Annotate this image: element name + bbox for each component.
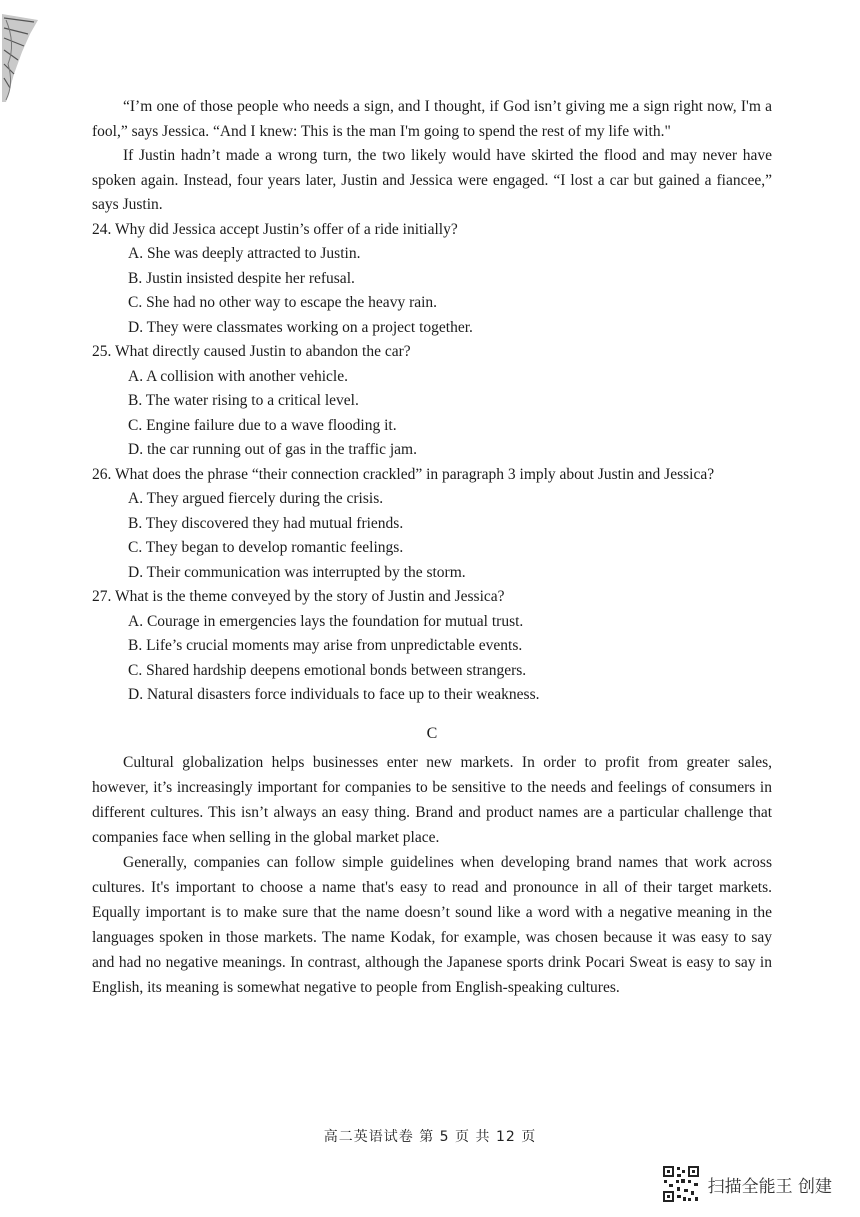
- page-content: [92, 95, 772, 1000]
- answer-option: C. Shared hardship deepens emotional bonds between strangers.: [128, 661, 527, 679]
- answer-option: D. Natural disasters force individuals to face up to their weakness.: [128, 686, 540, 703]
- page-footer: 高二英语试卷 第 5 页 共 12 页: [323, 1129, 537, 1145]
- scanner-watermark: [662, 1165, 832, 1203]
- answer-option: D. They were classmates working on a project together.: [128, 318, 473, 336]
- binding-edge-mark: [0, 14, 40, 104]
- passage-paragraph: If Justin hadn’t made a wrong turn, the two likely would have skirted the flood and may never have spoken again. Instead, four years later, Justin and Jessica were engaged. “I lost a car but gained a fiancee,” says Justin.: [92, 147, 772, 213]
- answer-option: A. They argued fiercely during the crisis.: [128, 490, 384, 507]
- answer-option: A. Courage in emergencies lays the foundation for mutual trust.: [128, 612, 524, 630]
- answer-option: B. They discovered they had mutual friends.: [128, 514, 404, 532]
- question-26: [92, 463, 772, 586]
- answer-option: C. Engine failure due to a wave flooding it.: [128, 416, 397, 434]
- answer-option: C. They began to develop romantic feelings.: [128, 539, 404, 556]
- question-stem: 24. Why did Jessica accept Justin’s offer of a ride initially?: [92, 220, 458, 238]
- section-heading: C: [426, 724, 438, 742]
- answer-option: B. The water rising to a critical level.: [128, 392, 359, 409]
- answer-option: B. Justin insisted despite her refusal.: [128, 269, 355, 287]
- answer-option: A. She was deeply attracted to Justin.: [128, 245, 361, 262]
- qr-code-icon: [662, 1165, 700, 1203]
- question-24: [92, 218, 772, 341]
- question-stem: 25. What directly caused Justin to abandon the car?: [92, 343, 411, 360]
- answer-option: B. Life’s crucial moments may arise from unpredictable events.: [128, 637, 523, 654]
- question-25: [92, 340, 772, 463]
- answer-option: A. A collision with another vehicle.: [128, 367, 348, 385]
- answer-option: C. She had no other way to escape the heavy rain.: [128, 294, 438, 311]
- passage-paragraph: Cultural globalization helps businesses enter new markets. In order to profit from greater sales, however, it’s increasingly important for companies to be sensitive to the needs and feelings of consumers in different cultures. This isn’t always an easy thing. Brand and product names are a particular challenge that companies face when selling in the global market place.: [92, 753, 772, 846]
- passage-paragraph: “I’m one of those people who needs a sign, and I thought, if God isn’t giving me a sign right now, I'm a fool,” says Jessica. “And I knew: This is the man I'm going to spend the rest of my life with.": [92, 98, 772, 140]
- answer-option: D. the car running out of gas in the traffic jam.: [128, 441, 417, 458]
- question-stem: 27. What is the theme conveyed by the story of Justin and Jessica?: [92, 588, 505, 605]
- question-27: [92, 585, 772, 708]
- passage-paragraph: Generally, companies can follow simple guidelines when developing brand names that work across cultures. It's important to choose a name that's easy to read and pronounce in all of their target markets. Equally important is to make sure that the name doesn’t sound like a word with a negative meaning in the languages spoken in those markets. The name Kodak, for example, was chosen because it was easy to say and had no negative meanings. In contrast, although the Japanese sports drink Pocari Sweat is easy to say in English, its meaning is somewhat negative to people from English-speaking cultures.: [92, 853, 772, 996]
- watermark-text: 扫描全能王 创建: [707, 1176, 832, 1197]
- question-stem: 26. What does the phrase “their connection crackled” in paragraph 3 imply about Justin and Jessica?: [92, 465, 715, 483]
- answer-option: D. Their communication was interrupted by the storm.: [128, 563, 466, 581]
